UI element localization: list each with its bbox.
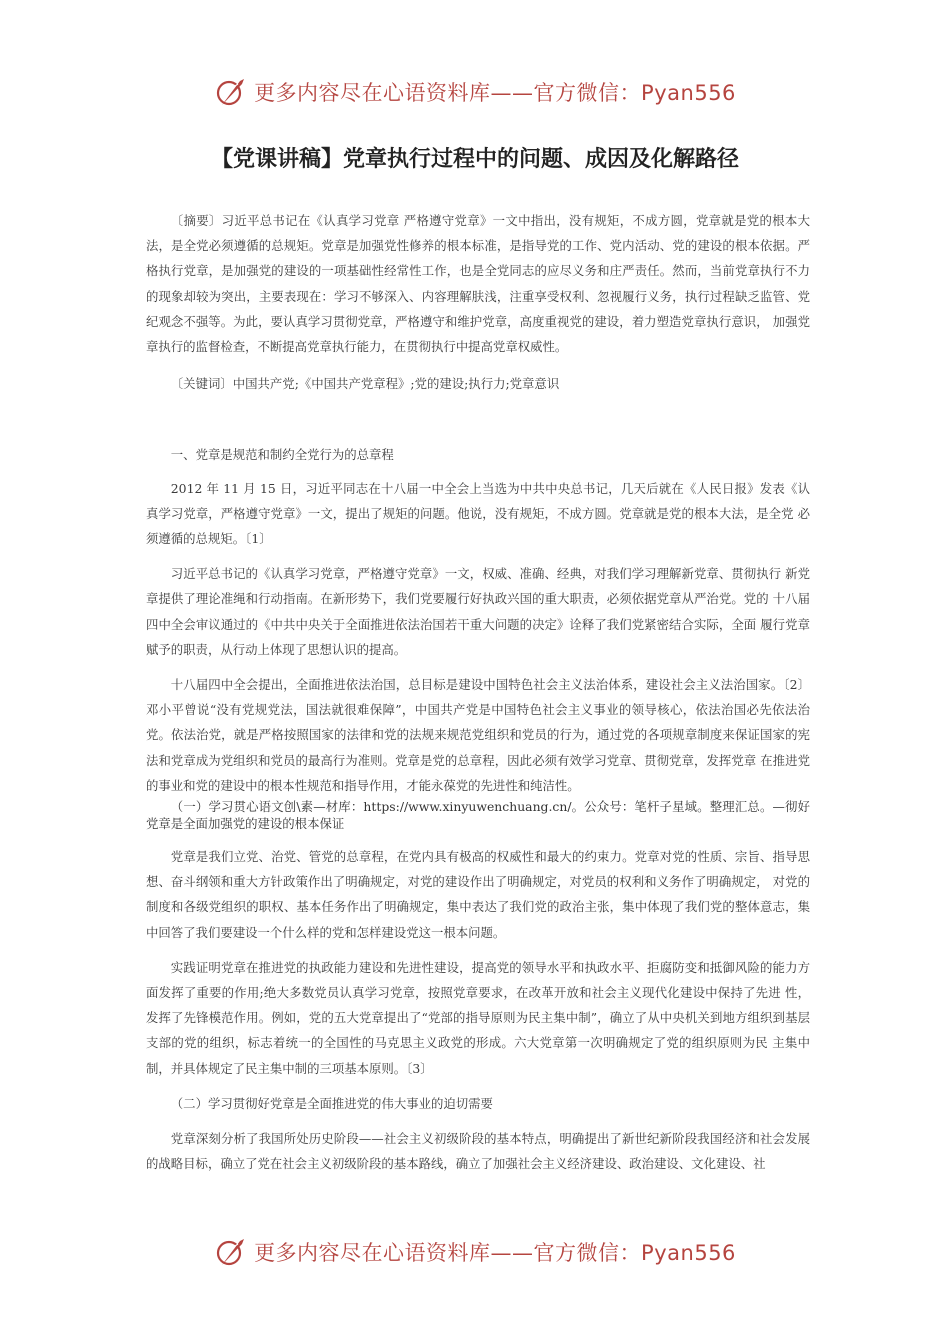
subsection-heading: （一）学习贯心语文创\素—材库：https://www.xinyuwenchuang.cn/。公众号：笔杆子星域。整理汇总。—彻好党章是全面加强党的建设的根本保证	[146, 799, 810, 832]
body-paragraph: 十八届四中全会提出，全面推进依法治国，总目标是建设中国特色社会主义法治体系，建设社会主义法治国家。〔2〕邓小平曾说“没有党规党法，国法就很难保障”，中国共产党是中国特色社会主义事业的领导核心，依法治国必先依法治党。依法治党，就是严格按照国家的法律和党的法规来规范党组织和党员的行为，通过党的各项规章制度来保证国家的宪法和党章成为党组织和党员的最高行为准则。党章是党的总章程，因此必须有效学习党章、贯彻党章，发挥党章 在推进党的事业和党的建设中的根本性规范和指导作用，才能永葆党的先进性和纯洁性。	[146, 677, 810, 793]
watermark-text: 更多内容尽在心语资料库——官方微信：Pyan556	[254, 1241, 736, 1265]
keywords-paragraph: 〔关键词〕中国共产党;《中国共产党章程》;党的建设;执行力;党章意识	[170, 376, 560, 392]
body-paragraph: 实践证明党章在推进党的执政能力建设和先进性建设，提高党的领导水平和执政水平、拒腐防变和抵御风险的能力方面发挥了重要的作用;绝大多数党员认真学习党章，按照党章要求，在改革开放和社会主义现代化建设中保持了先进 性，发挥了先锋模范作用。例如，党的五大党章提出了“党部的指导原则为民主集中制”，确立了从中央机关到地方组织到基层支部的党的组织，标志着统一的全国性的马克思主义政党的形成。六大党章第一次明确规定了党的组织原则为民 主集中制，并具体规定了民主集中制的三项基本原则。〔3〕	[146, 959, 810, 1076]
abstract-paragraph: 〔摘要〕习近平总书记在《认真学习党章 严格遵守党章》一文中指出，没有规矩，不成方圆，党章就是党的根本大法，是全党必须遵循的总规矩。党章是加强党性修养的根本标准，是指导党的工作、党内活动、党的建设的根本依据。严格执行党章，是加强党的建设的一项基础性经常性工作，也是全党同志的应尽义务和庄严责任。然而，当前党章执行不力的现象却较为突出，主要表现在：学习不够深入、内容理解肤浅，注重享受权利、忽视履行义务，执行过程缺乏监管、党纪观念不强等。为此，要认真学习贯彻党章，严格遵守和维护党章，高度重视党的建设，着力塑造党章执行意识， 加强党章执行的监督检查，不断提高党章执行能力，在贯彻执行中提高党章权威性。	[146, 213, 810, 355]
page-title: 【党课讲稿】党章执行过程中的问题、成因及化解路径	[210, 147, 739, 172]
document-body	[146, 208, 810, 1177]
section-heading: 一、党章是规范和制约全党行为的总章程	[170, 447, 394, 463]
body-paragraph: 2012 年 11 月 15 日，习近平同志在十八届一中全会上当选为中共中央总书记，几天后就在《人民日报》发表《认真学习党章，严格遵守党章》一文，提出了规矩的问题。他说，没有规矩，不成方圆。党章就是党的根本大法，是全党 必须遵循的总规矩。〔1〕	[146, 480, 810, 547]
watermark-banner-top	[0, 72, 950, 112]
body-paragraph: 习近平总书记的《认真学习党章，严格遵守党章》一文，权威、准确、经典，对我们学习理解新党章、贯彻执行 新党章提供了理论准绳和行动指南。在新形势下，我们党要履行好执政兴国的重大职责，必须依据党章从严治党。党的 十八届四中全会审议通过的《中共中央关于全面推进依法治国若干重大问题的决定》诠释了我们党紧密结合实际，全面 履行党章赋予的职责，从行动上体现了思想认识的提高。	[146, 566, 810, 657]
quill-logo-icon	[214, 1235, 248, 1269]
quill-logo-icon	[214, 75, 248, 109]
body-paragraph: 党章深刻分析了我国所处历史阶段——社会主义初级阶段的基本特点，明确提出了新世纪新阶段我国经济和社会发展的战略目标，确立了党在社会主义初级阶段的基本路线，确立了加强社会主义经济建设、政治建设、文化建设、社	[146, 1131, 810, 1172]
watermark-text: 更多内容尽在心语资料库——官方微信：Pyan556	[254, 81, 736, 105]
subsection-heading: （二）学习贯彻好党章是全面推进党的伟大事业的迫切需要	[170, 1095, 493, 1111]
body-paragraph: 党章是我们立党、治党、管党的总章程，在党内具有极高的权威性和最大的约束力。党章对党的性质、宗旨、指导思想、奋斗纲领和重大方针政策作出了明确规定，对党的建设作出了明确规定，对党员的权利和义务作了明确规定， 对党的制度和各级党组织的职权、基本任务作出了明确规定，集中表达了我们党的政治主张，集中体现了我们党的整体意志，集中回答了我们要建设一个什么样的党和怎样建设党这一根本问题。	[146, 849, 810, 940]
watermark-banner-bottom	[0, 1232, 950, 1272]
